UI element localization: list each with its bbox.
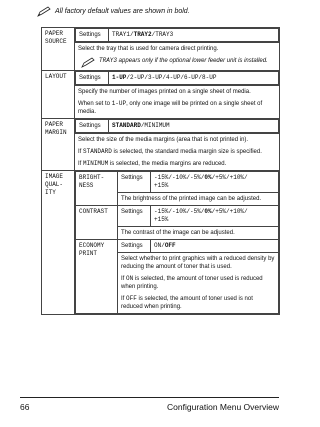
paper-margin-settings-cell <box>75 119 280 134</box>
table-row <box>76 172 279 193</box>
text: , only one image will be printed on a single sheet of media. <box>78 101 263 115</box>
key-line: PAPER <box>45 30 64 37</box>
brightness-options <box>151 172 279 193</box>
text: is selected, the amount of toner used is reduced when printing. <box>121 276 263 290</box>
note-text: appears only if the optional lower feeder unit is installed. <box>117 58 268 64</box>
table-row <box>76 206 279 227</box>
page-number: 66 <box>20 402 30 412</box>
paper-source-options <box>109 29 279 42</box>
option-default: STANDARD <box>112 122 141 129</box>
paper-margin-key <box>42 119 75 171</box>
option: +15% <box>154 216 169 223</box>
settings-label: Settings <box>76 29 109 42</box>
defaults-note-text: All factory default values are shown in bold. <box>55 7 190 15</box>
table-row <box>42 86 280 119</box>
paper-source-settings-cell <box>75 28 280 43</box>
description-text <box>78 100 276 116</box>
layout-description <box>75 86 280 119</box>
economy-description <box>118 253 279 314</box>
table-row <box>42 28 280 43</box>
text: is selected, the standard media margin size is specified. <box>111 149 262 155</box>
layout-settings-cell <box>75 71 280 86</box>
option: +15% <box>154 182 169 189</box>
code: OFF <box>126 295 137 302</box>
option: /+5%/+10%/ <box>211 174 248 181</box>
description-text <box>121 295 275 311</box>
text: If <box>121 276 127 282</box>
contrast-key: CONTRAST <box>76 206 118 240</box>
option-default: 0% <box>204 174 212 181</box>
key-line: QUAL- <box>45 181 64 188</box>
description-text: Specify the number of images printed on a single sheet of media. <box>78 89 251 95</box>
key-line: BRIGHT- <box>79 174 105 181</box>
key-line: PAPER <box>45 121 64 128</box>
table-row <box>42 119 280 134</box>
key-line: ITY <box>45 189 56 196</box>
contrast-options <box>151 206 279 227</box>
defaults-note <box>37 4 287 18</box>
option: /MINIMUM <box>140 122 170 129</box>
note-pencil-icon <box>81 57 95 68</box>
table-row <box>42 171 280 315</box>
note-pencil-icon <box>37 6 51 17</box>
option: -15%/-10%/-5%/ <box>154 208 205 215</box>
option-default: 0% <box>204 208 212 215</box>
key-line: NESS <box>79 182 94 189</box>
paper-margin-options <box>109 120 279 133</box>
key-line: PRINT <box>79 250 98 257</box>
table-row <box>42 71 280 86</box>
key-line: MARGIN <box>45 129 67 136</box>
settings-label: Settings <box>76 72 109 85</box>
text: is selected, the media margins are reduced. <box>108 161 227 167</box>
description-text <box>78 148 276 156</box>
description-text: Select whether to print graphics with a reduced density by reducing the amount of toner that is used. <box>121 256 275 270</box>
settings-label: Settings <box>76 120 109 133</box>
tray3-note-text <box>99 57 268 65</box>
text: If <box>121 296 127 302</box>
option: /+5%/+10%/ <box>211 208 248 215</box>
description-text: Select the size of the media margins (area that is not printed in). <box>78 137 249 143</box>
code: MINIMUM <box>83 160 109 167</box>
image-quality-subtable-cell <box>75 171 280 315</box>
image-quality-subtable <box>75 171 279 314</box>
option: ON/ <box>154 242 165 249</box>
layout-key: LAYOUT <box>42 71 75 119</box>
tray3-note <box>81 57 276 68</box>
description-text: Select the tray that is used for camera direct printing. <box>78 46 219 52</box>
text: If <box>78 161 84 167</box>
layout-options <box>109 72 279 85</box>
code: 1-UP <box>111 100 127 107</box>
economy-options <box>151 240 279 253</box>
text: If <box>78 149 84 155</box>
key-line: ECONOMY <box>79 242 105 249</box>
settings-label: Settings <box>118 240 151 253</box>
economy-print-key <box>76 240 118 314</box>
paper-margin-description <box>75 134 280 171</box>
paper-source-description <box>75 43 280 71</box>
code: ON <box>126 275 134 282</box>
key-line: IMAGE <box>45 173 64 180</box>
settings-label: Settings <box>118 206 151 227</box>
text: is selected, the amount of toner used is not reduced when printing. <box>121 296 253 310</box>
settings-label: Settings <box>118 172 151 193</box>
footer-divider <box>20 397 279 398</box>
code: STANDARD <box>83 148 112 155</box>
option: -15%/-10%/-5%/ <box>154 174 205 181</box>
description-text <box>78 160 276 168</box>
brightness-description: The brightness of the printed image can be adjusted. <box>118 193 279 206</box>
option-default: OFF <box>164 242 176 249</box>
footer-title: Configuration Menu Overview <box>167 402 279 412</box>
option: /TRAY3 <box>151 31 174 38</box>
table-row <box>42 43 280 71</box>
option: TRAY1/ <box>112 31 134 38</box>
option-default: 1-UP <box>112 74 127 81</box>
table-row <box>76 240 279 253</box>
image-quality-key <box>42 171 75 315</box>
paper-source-key <box>42 28 75 71</box>
brightness-key <box>76 172 118 206</box>
configuration-table <box>41 27 280 315</box>
description-text <box>121 275 275 291</box>
note-code: TRAY3 <box>99 57 118 64</box>
table-row <box>42 134 280 171</box>
contrast-description: The contrast of the image can be adjusted. <box>118 227 279 240</box>
option-default: TRAY2 <box>133 31 152 38</box>
key-line: SOURCE <box>45 38 67 45</box>
text: When set to <box>78 101 112 107</box>
option: /2-UP/3-UP/4-UP/6-UP/8-UP <box>126 74 217 81</box>
